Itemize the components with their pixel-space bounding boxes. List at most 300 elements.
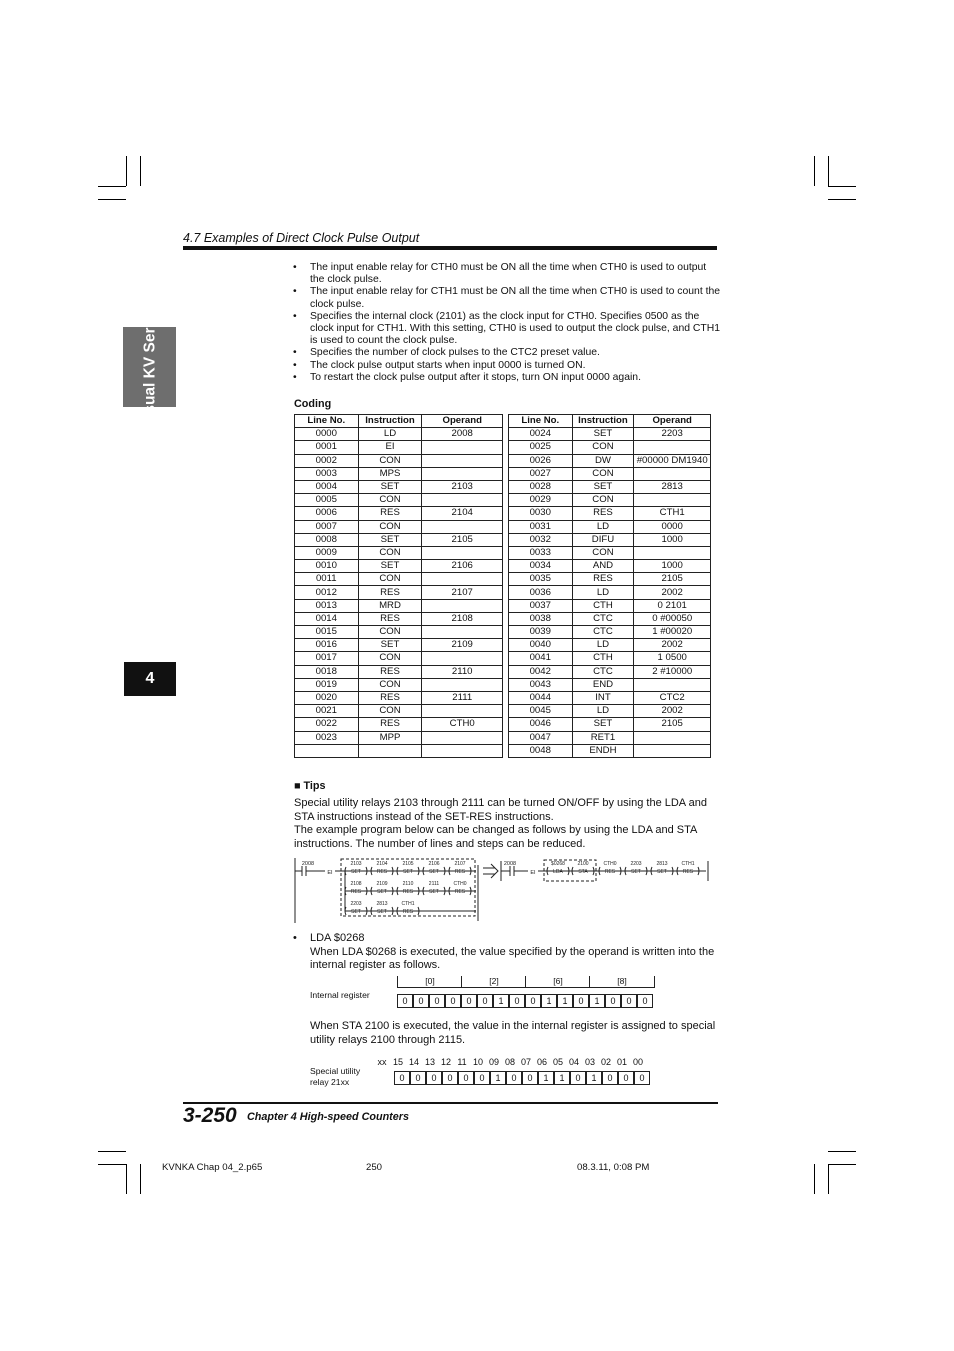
table-cell xyxy=(422,626,503,639)
table-cell: LD xyxy=(572,586,634,599)
table-cell: 2813 xyxy=(634,480,711,493)
table-cell: 0039 xyxy=(509,626,573,639)
crop-mark xyxy=(828,156,829,186)
lda-bullet: • xyxy=(293,932,297,944)
table-row xyxy=(295,428,503,441)
table-cell xyxy=(422,546,503,559)
table-row xyxy=(295,573,503,586)
bit-number: 02 xyxy=(600,1057,611,1067)
table-row xyxy=(295,467,503,480)
table-cell: SET xyxy=(572,480,634,493)
table-cell: CTC xyxy=(572,626,634,639)
chapter-tab: 4 xyxy=(124,662,176,696)
relay-label-line: Special utility xyxy=(310,1066,361,1076)
table-cell: CTH0 xyxy=(422,718,503,731)
coil-instruction: SET xyxy=(429,869,439,875)
tips-paragraph: The example program below can be changed as follows by using the LDA and STA instructions. The number of lines and steps can be reduced. xyxy=(294,824,697,850)
bit-cell: 0 xyxy=(429,994,445,1008)
table-cell: 0040 xyxy=(509,639,573,652)
table-cell: 2109 xyxy=(422,639,503,652)
table-cell: END xyxy=(572,678,634,691)
tips-heading: ■ Tips xyxy=(294,780,326,792)
table-cell: 0008 xyxy=(295,533,359,546)
bit-number: 11 xyxy=(457,1057,467,1067)
coil-operand: 2110 xyxy=(402,881,414,887)
table-cell xyxy=(422,744,503,757)
table-cell: CTC xyxy=(572,612,634,625)
table-row xyxy=(509,480,711,493)
table-cell: 2008 xyxy=(422,428,503,441)
table-cell: SET xyxy=(572,428,634,441)
bit-cell: 0 xyxy=(637,994,653,1008)
coil-instruction: RES xyxy=(402,909,414,915)
bit-cell: 1 xyxy=(554,1071,570,1085)
table-cell: CTC2 xyxy=(634,691,711,704)
coil-instruction: SET xyxy=(631,869,641,875)
table-cell xyxy=(634,467,711,480)
bullet-item-continuation: • To restart the clock pulse output after it stops, turn ON input 0000 again. xyxy=(293,372,723,384)
table-cell: 0021 xyxy=(295,705,359,718)
footer-chapter: Chapter 4 High-speed Counters xyxy=(247,1111,409,1123)
slug-page: 250 xyxy=(366,1162,383,1173)
table-row xyxy=(509,441,711,454)
table-row xyxy=(509,494,711,507)
contact-label: 2008 xyxy=(503,861,517,867)
crop-mark xyxy=(98,1164,126,1165)
internal-register xyxy=(397,994,657,1010)
table-cell: 0038 xyxy=(509,612,573,625)
table-row xyxy=(509,652,711,665)
bit-number: 03 xyxy=(584,1057,595,1067)
table-cell: 0000 xyxy=(634,520,711,533)
table-cell: 2108 xyxy=(422,612,503,625)
table-cell: CTC xyxy=(572,665,634,678)
table-row xyxy=(295,665,503,678)
table-cell xyxy=(422,467,503,480)
bullet-item: • The input enable relay for CTH0 must be ON all the time when CTH0 is used to output the clock pulse. xyxy=(293,262,723,286)
table-row xyxy=(295,560,503,573)
table-cell xyxy=(422,731,503,744)
table-cell: CON xyxy=(358,494,422,507)
table-row xyxy=(295,507,503,520)
table-row xyxy=(509,573,711,586)
table-row xyxy=(509,612,711,625)
bit-number: 06 xyxy=(536,1057,547,1067)
table-cell: LD xyxy=(572,639,634,652)
table-row xyxy=(509,507,711,520)
crop-mark xyxy=(814,1164,815,1194)
column-header: Line No. xyxy=(509,415,573,428)
table-cell xyxy=(422,494,503,507)
table-cell: 0 #00050 xyxy=(634,612,711,625)
table-row xyxy=(509,731,711,744)
coding-table-right xyxy=(508,414,711,758)
table-cell: 0013 xyxy=(295,599,359,612)
table-cell: SET xyxy=(358,639,422,652)
table-cell: 0026 xyxy=(509,454,573,467)
page-number: 3-250 xyxy=(183,1104,237,1127)
table-cell: RES xyxy=(572,507,634,520)
table-cell: 0048 xyxy=(509,744,573,757)
table-cell: INT xyxy=(572,691,634,704)
coil-instruction: RES xyxy=(604,869,616,875)
coil-operand: 2109 xyxy=(376,881,388,887)
tips-paragraph: Special utility relays 2103 through 2111 can be turned ON/OFF by using the LDA and STA instructions instead of the SET-RES instructions. xyxy=(294,797,707,823)
table-cell: 0024 xyxy=(509,428,573,441)
bullet-item: • The clock pulse output starts when input 0000 is turned ON. xyxy=(293,360,723,372)
ladder-diagram xyxy=(290,853,715,925)
table-cell: 0004 xyxy=(295,480,359,493)
table-row xyxy=(295,705,503,718)
bit-number: xx xyxy=(377,1057,387,1067)
table-cell: 0017 xyxy=(295,652,359,665)
crop-mark xyxy=(98,199,126,200)
bit-cell: 0 xyxy=(461,994,477,1008)
coil-instruction: RES xyxy=(682,869,694,875)
table-cell: CON xyxy=(358,652,422,665)
bit-number: 14 xyxy=(408,1057,419,1067)
table-cell: 2111 xyxy=(422,691,503,704)
bit-cell: 0 xyxy=(445,994,461,1008)
table-cell: CTH xyxy=(572,652,634,665)
relay-label xyxy=(310,1066,360,1088)
table-row xyxy=(509,691,711,704)
bit-cell: 0 xyxy=(618,1071,634,1085)
table-cell: AND xyxy=(572,560,634,573)
bit-number: 15 xyxy=(392,1057,403,1067)
table-cell: CON xyxy=(572,467,634,480)
table-cell: 2203 xyxy=(634,428,711,441)
table-row xyxy=(295,533,503,546)
slug-date: 08.3.11, 0:08 PM xyxy=(577,1162,650,1173)
boxed-operand: $0268 xyxy=(551,861,565,867)
bit-number: 00 xyxy=(632,1057,643,1067)
bit-cell: 0 xyxy=(602,1071,618,1085)
crop-mark xyxy=(828,1164,856,1165)
table-cell: 2106 xyxy=(422,560,503,573)
bit-number: 10 xyxy=(472,1057,483,1067)
table-cell: MRD xyxy=(358,599,422,612)
table-cell: RES xyxy=(358,612,422,625)
table-cell: 0035 xyxy=(509,573,573,586)
table-cell: 2105 xyxy=(634,718,711,731)
coil-operand: 2103 xyxy=(350,861,362,867)
bit-cell: 0 xyxy=(474,1071,490,1085)
bit-cell: 1 xyxy=(541,994,557,1008)
table-cell: 0023 xyxy=(295,731,359,744)
table-cell: 1 #00020 xyxy=(634,626,711,639)
bullet-item: • Specifies the internal clock (2101) as the clock input for CTH0. Specifies 0500 as the clock input for CTH1. With this setting, CTH0 is used to output the clock pulse, and CTH1 is used to count the clock pulse. xyxy=(293,311,723,348)
table-row xyxy=(509,454,711,467)
crop-mark xyxy=(140,1164,141,1194)
table-cell: 0 2101 xyxy=(634,599,711,612)
table-row xyxy=(509,678,711,691)
coil-instruction: SET xyxy=(351,909,361,915)
table-cell: RES xyxy=(358,691,422,704)
bit-cell: 0 xyxy=(522,1071,538,1085)
table-cell: 2002 xyxy=(634,639,711,652)
coil-operand: CTH0 xyxy=(603,861,617,867)
table-cell: 0032 xyxy=(509,533,573,546)
bit-cell: 0 xyxy=(410,1071,426,1085)
column-header: Line No. xyxy=(295,415,359,428)
table-cell: 2105 xyxy=(634,573,711,586)
table-cell xyxy=(422,454,503,467)
table-cell: 0029 xyxy=(509,494,573,507)
table-row xyxy=(295,480,503,493)
table-cell: 0030 xyxy=(509,507,573,520)
bullet-list xyxy=(293,262,723,384)
register-group-label: [0] xyxy=(397,976,462,988)
table-row xyxy=(295,626,503,639)
internal-register-label: Internal register xyxy=(310,990,370,1000)
contact-label: 2008 xyxy=(301,861,315,867)
table-row xyxy=(295,652,503,665)
table-row xyxy=(509,546,711,559)
bit-cell: 0 xyxy=(477,994,493,1008)
table-row xyxy=(509,586,711,599)
table-cell: RES xyxy=(358,507,422,520)
table-cell: LD xyxy=(572,520,634,533)
table-cell xyxy=(422,573,503,586)
table-row xyxy=(295,441,503,454)
coil-instruction: RES xyxy=(350,889,362,895)
bit-cell: 1 xyxy=(557,994,573,1008)
bit-cell: 0 xyxy=(570,1071,586,1085)
bit-cell: 0 xyxy=(413,994,429,1008)
coding-heading: Coding xyxy=(294,398,332,410)
table-cell: 0005 xyxy=(295,494,359,507)
bit-number: 13 xyxy=(424,1057,435,1067)
crop-mark xyxy=(828,199,856,200)
table-cell: CON xyxy=(358,520,422,533)
table-row xyxy=(509,599,711,612)
coil-instruction: SET xyxy=(351,869,361,875)
bit-cell: 1 xyxy=(490,1071,506,1085)
table-cell: EI xyxy=(358,441,422,454)
section-rule xyxy=(183,246,717,250)
bit-number-header xyxy=(374,1057,664,1069)
table-row xyxy=(509,718,711,731)
table-row xyxy=(509,626,711,639)
table-cell xyxy=(422,652,503,665)
table-row xyxy=(295,520,503,533)
table-cell: 0045 xyxy=(509,705,573,718)
table-cell: 0001 xyxy=(295,441,359,454)
table-row xyxy=(295,744,503,757)
table-cell: 0036 xyxy=(509,586,573,599)
table-cell: 0010 xyxy=(295,560,359,573)
table-cell: CON xyxy=(358,454,422,467)
coil-instruction: RES xyxy=(402,889,414,895)
table-cell: 0006 xyxy=(295,507,359,520)
table-cell: CON xyxy=(572,546,634,559)
table-cell: 1 0500 xyxy=(634,652,711,665)
table-cell: 0016 xyxy=(295,639,359,652)
table-cell: 0022 xyxy=(295,718,359,731)
coil-instruction: SET xyxy=(377,889,387,895)
crop-mark xyxy=(126,1164,127,1194)
table-cell: 0015 xyxy=(295,626,359,639)
table-cell: SET xyxy=(358,533,422,546)
bit-number: 12 xyxy=(440,1057,451,1067)
table-cell xyxy=(634,678,711,691)
table-cell: RES xyxy=(572,573,634,586)
table-cell: CTH xyxy=(572,599,634,612)
coil-instruction: SET xyxy=(377,909,387,915)
table-cell xyxy=(295,744,359,757)
table-cell: 0042 xyxy=(509,665,573,678)
table-cell: 0012 xyxy=(295,586,359,599)
table-row xyxy=(295,494,503,507)
table-cell: 0044 xyxy=(509,691,573,704)
bit-cell: 1 xyxy=(586,1071,602,1085)
bullet-item: • The input enable relay for CTH1 must be ON all the time when CTH0 is used to count the clock pulse. xyxy=(293,286,723,310)
table-row xyxy=(295,586,503,599)
register-group-label: [6] xyxy=(525,976,590,988)
bit-cell: 0 xyxy=(426,1071,442,1085)
column-header: Instruction xyxy=(572,415,634,428)
bit-cell: 0 xyxy=(621,994,637,1008)
table-row xyxy=(509,533,711,546)
coil-operand: 2107 xyxy=(454,861,466,867)
bit-cell: 0 xyxy=(509,994,525,1008)
table-cell: #00000 DM1940 xyxy=(634,454,711,467)
table-cell: CON xyxy=(572,441,634,454)
table-cell: 0009 xyxy=(295,546,359,559)
table-cell: 0046 xyxy=(509,718,573,731)
bit-number: 07 xyxy=(520,1057,531,1067)
coil-instruction: RES xyxy=(376,869,388,875)
coil-operand: 2104 xyxy=(376,861,388,867)
table-cell xyxy=(422,520,503,533)
table-cell: CON xyxy=(358,546,422,559)
tips-text xyxy=(294,797,724,851)
table-cell: 0019 xyxy=(295,678,359,691)
table-cell: RES xyxy=(358,665,422,678)
coil-instruction: SET xyxy=(403,869,413,875)
crop-mark xyxy=(828,1151,856,1152)
table-cell: 2107 xyxy=(422,586,503,599)
boxed-instruction: STA xyxy=(578,869,588,875)
bit-cell: 0 xyxy=(397,994,413,1008)
table-row xyxy=(509,428,711,441)
bit-cell: 0 xyxy=(458,1071,474,1085)
table-cell: 0034 xyxy=(509,560,573,573)
table-row xyxy=(509,467,711,480)
table-row xyxy=(509,639,711,652)
table-cell: 2002 xyxy=(634,705,711,718)
footer-rule xyxy=(183,1102,718,1104)
table-cell: 0043 xyxy=(509,678,573,691)
table-cell: 1000 xyxy=(634,560,711,573)
relay-register xyxy=(394,1071,654,1087)
table-cell xyxy=(422,705,503,718)
bit-cell: 0 xyxy=(394,1071,410,1085)
table-cell: 0027 xyxy=(509,467,573,480)
bullet-item: • Specifies the number of clock pulses to the CTC2 preset value. xyxy=(293,347,723,359)
table-cell: 2103 xyxy=(422,480,503,493)
lda-body xyxy=(310,932,720,973)
coil-operand: 2105 xyxy=(402,861,414,867)
boxed-instruction: LDA xyxy=(553,869,563,875)
table-cell: DW xyxy=(572,454,634,467)
table-row xyxy=(509,705,711,718)
crop-mark xyxy=(126,156,127,186)
table-row xyxy=(295,678,503,691)
table-row xyxy=(295,612,503,625)
table-cell: 2105 xyxy=(422,533,503,546)
table-cell: CON xyxy=(358,678,422,691)
table-cell: MPS xyxy=(358,467,422,480)
table-cell: RES xyxy=(358,718,422,731)
coil-operand: CTH1 xyxy=(401,901,415,907)
bit-number: 08 xyxy=(504,1057,515,1067)
table-cell xyxy=(634,546,711,559)
table-row xyxy=(295,731,503,744)
table-cell xyxy=(358,744,422,757)
bit-cell: 0 xyxy=(506,1071,522,1085)
coil-instruction: RES xyxy=(454,889,466,895)
section-title: 4.7 Examples of Direct Clock Pulse Output xyxy=(183,231,420,245)
table-cell xyxy=(634,441,711,454)
crop-mark xyxy=(828,186,856,187)
coil-operand: 2108 xyxy=(350,881,362,887)
coil-operand: 2203 xyxy=(630,861,642,867)
column-header: Instruction xyxy=(358,415,422,428)
table-cell xyxy=(634,494,711,507)
table-row xyxy=(295,599,503,612)
coil-instruction: SET xyxy=(429,889,439,895)
side-tab-label: Visual KV Series xyxy=(141,305,158,429)
table-cell: SET xyxy=(358,480,422,493)
table-row xyxy=(295,546,503,559)
coil-operand: 2813 xyxy=(376,901,388,907)
coding-table-left xyxy=(294,414,503,758)
table-cell: CON xyxy=(572,494,634,507)
table-cell: 0031 xyxy=(509,520,573,533)
table-row xyxy=(509,560,711,573)
table-cell xyxy=(422,599,503,612)
instruction-label: EI xyxy=(530,870,536,876)
register-groups xyxy=(397,976,657,990)
table-cell: ENDH xyxy=(572,744,634,757)
bit-cell: 0 xyxy=(634,1071,650,1085)
table-cell: 0014 xyxy=(295,612,359,625)
coil-operand: CTH0 xyxy=(453,881,467,887)
table-row xyxy=(295,718,503,731)
bit-number: 04 xyxy=(568,1057,579,1067)
bit-cell: 1 xyxy=(589,994,605,1008)
table-cell: 2110 xyxy=(422,665,503,678)
table-cell: 0033 xyxy=(509,546,573,559)
table-row xyxy=(295,691,503,704)
coil-operand: 2203 xyxy=(350,901,362,907)
table-cell: 0037 xyxy=(509,599,573,612)
bit-number: 09 xyxy=(488,1057,499,1067)
table-cell: 2 #10000 xyxy=(634,665,711,678)
table-cell: 2002 xyxy=(634,586,711,599)
table-cell: 2104 xyxy=(422,507,503,520)
table-cell: LD xyxy=(358,428,422,441)
table-row xyxy=(295,454,503,467)
sta-text: When STA 2100 is executed, the value in the internal register is assigned to special utility relays 2100 through 2115. xyxy=(310,1020,716,1046)
table-row xyxy=(509,520,711,533)
table-cell xyxy=(634,731,711,744)
crop-mark xyxy=(828,1164,829,1194)
bit-cell: 1 xyxy=(493,994,509,1008)
coil-operand: CTH1 xyxy=(681,861,695,867)
